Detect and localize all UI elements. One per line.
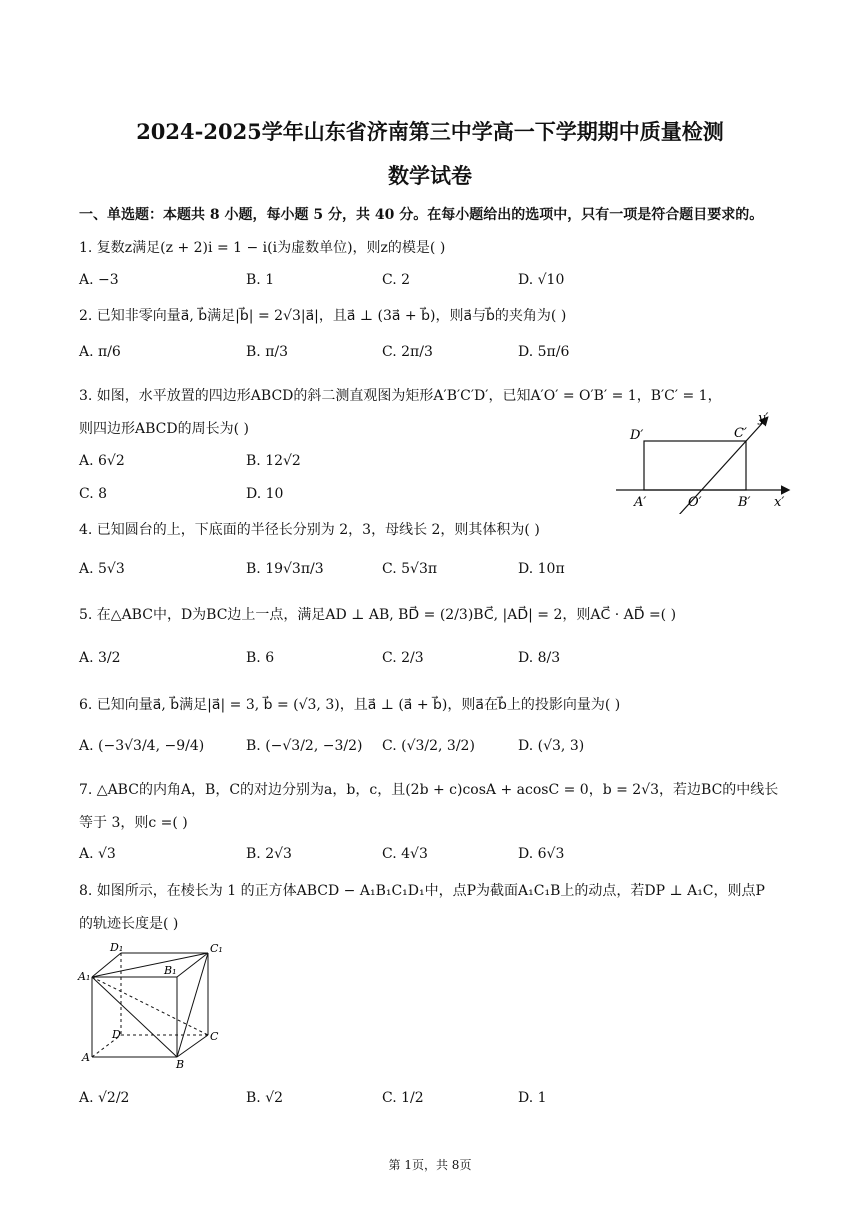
question-8-option-a: A. √2/2	[79, 1090, 130, 1106]
figure-q8-cube	[76, 940, 226, 1072]
question-1-stem: 1. 复数z满足(z + 2)i = 1 − i(i为虚数单位)，则z的模是( )	[79, 240, 446, 256]
label-b: B	[176, 1058, 185, 1071]
question-1-option-d: D. √10	[518, 272, 565, 288]
question-7-stem-line1: 7. △ABC的内角A，B，C的对边分别为a，b，c，且(2b + c)cosA + acosC = 0，b = 2√3，若边BC的中线长	[79, 782, 779, 798]
question-1-option-c: C. 2	[382, 272, 411, 288]
label-a-prime: A′	[634, 495, 647, 510]
question-3-option-a: A. 6√2	[79, 453, 125, 469]
question-7-stem-line2: 等于 3，则c =( )	[79, 815, 188, 831]
question-7-option-a: A. √3	[79, 846, 116, 862]
question-1-option-b: B. 1	[246, 272, 275, 288]
question-6-option-b: B. (−√3/2, −3/2)	[246, 738, 363, 754]
label-a: A	[82, 1051, 90, 1064]
question-6-option-d: D. (√3, 3)	[518, 738, 585, 754]
label-b1: B₁	[164, 964, 177, 977]
label-b-prime: B′	[738, 495, 751, 510]
rectangle-shape	[644, 441, 746, 490]
question-2-option-c: C. 2π/3	[382, 344, 433, 360]
question-8-stem-line1: 8. 如图所示，在棱长为 1 的正方体ABCD − A₁B₁C₁D₁中，点P为截面A₁C₁B上的动点，若DP ⊥ A₁C，则点P	[79, 883, 765, 899]
question-5-option-a: A. 3/2	[79, 650, 121, 666]
question-5-option-d: D. 8/3	[518, 650, 561, 666]
page-footer: 第 1页，共 8页	[388, 1158, 472, 1172]
label-x-prime: x′	[774, 495, 785, 510]
exam-title: 2024-2025学年山东省济南第三中学高一下学期期中质量检测	[136, 119, 724, 144]
label-d: D	[112, 1028, 121, 1041]
question-2-stem: 2. 已知非零向量a⃗, b⃗满足|b⃗| = 2√3|a⃗|，且a⃗ ⊥ (3a⃗ + b⃗)，则a⃗与b⃗的夹角为( )	[79, 308, 567, 324]
question-4-option-b: B. 19√3π/3	[246, 561, 324, 577]
question-8-option-c: C. 1/2	[382, 1090, 424, 1106]
exam-subtitle: 数学试卷	[388, 163, 472, 188]
label-d-prime: D′	[630, 428, 644, 443]
label-c-prime: C′	[734, 426, 747, 441]
question-2-option-d: D. 5π/6	[518, 344, 570, 360]
label-d1: D₁	[110, 941, 124, 954]
question-5-option-b: B. 6	[246, 650, 275, 666]
question-2-option-b: B. π/3	[246, 344, 289, 360]
question-5-stem: 5. 在△ABC中，D为BC边上一点，满足AD ⊥ AB, BD⃗ = (2/3)BC⃗, |AD⃗| = 2，则AC⃗ · AD⃗ =( )	[79, 607, 677, 623]
question-6-stem: 6. 已知向量a⃗, b⃗满足|a⃗| = 3, b⃗ = (√3, 3)，且a⃗ ⊥ (a⃗ + b⃗)，则a⃗在b⃗上的投影向量为( )	[79, 697, 621, 713]
section-heading: 一、单选题：本题共 8 小题，每小题 5 分，共 40 分。在每小题给出的选项中，只有一项是符合题目要求的。	[79, 207, 764, 223]
question-6-option-c: C. (√3/2, 3/2)	[382, 738, 475, 754]
label-c1: C₁	[210, 942, 223, 955]
label-c: C	[210, 1030, 219, 1043]
question-6-option-a: A. (−3√3/4, −9/4)	[79, 738, 205, 754]
question-3-stem-line1: 3. 如图，水平放置的四边形ABCD的斜二测直观图为矩形A′B′C′D′，已知A′O′ = O′B′ = 1，B′C′ = 1，	[79, 388, 722, 404]
figure-q3-oblique-rectangle	[612, 404, 802, 514]
question-8-option-d: D. 1	[518, 1090, 547, 1106]
question-4-option-d: D. 10π	[518, 561, 565, 577]
question-4-stem: 4. 已知圆台的上，下底面的半径长分别为 2，3，母线长 2，则其体积为( )	[79, 522, 540, 538]
question-3-option-b: B. 12√2	[246, 453, 301, 469]
question-7-option-d: D. 6√3	[518, 846, 565, 862]
question-4-option-a: A. 5√3	[79, 561, 125, 577]
question-8-stem-line2: 的轨迹长度是( )	[79, 916, 179, 932]
question-3-option-c: C. 8	[79, 486, 108, 502]
question-3-option-d: D. 10	[246, 486, 284, 502]
question-8-option-b: B. √2	[246, 1090, 284, 1106]
question-3-stem-line2: 则四边形ABCD的周长为( )	[79, 421, 249, 437]
question-5-option-c: C. 2/3	[382, 650, 424, 666]
question-4-option-c: C. 5√3π	[382, 561, 438, 577]
question-1-option-a: A. −3	[79, 272, 119, 288]
label-a1: A₁	[78, 970, 91, 983]
label-y-prime: y′	[758, 411, 769, 426]
question-7-option-b: B. 2√3	[246, 846, 292, 862]
question-2-option-a: A. π/6	[79, 344, 121, 360]
question-7-option-c: C. 4√3	[382, 846, 428, 862]
label-o-prime: O′	[688, 495, 702, 510]
